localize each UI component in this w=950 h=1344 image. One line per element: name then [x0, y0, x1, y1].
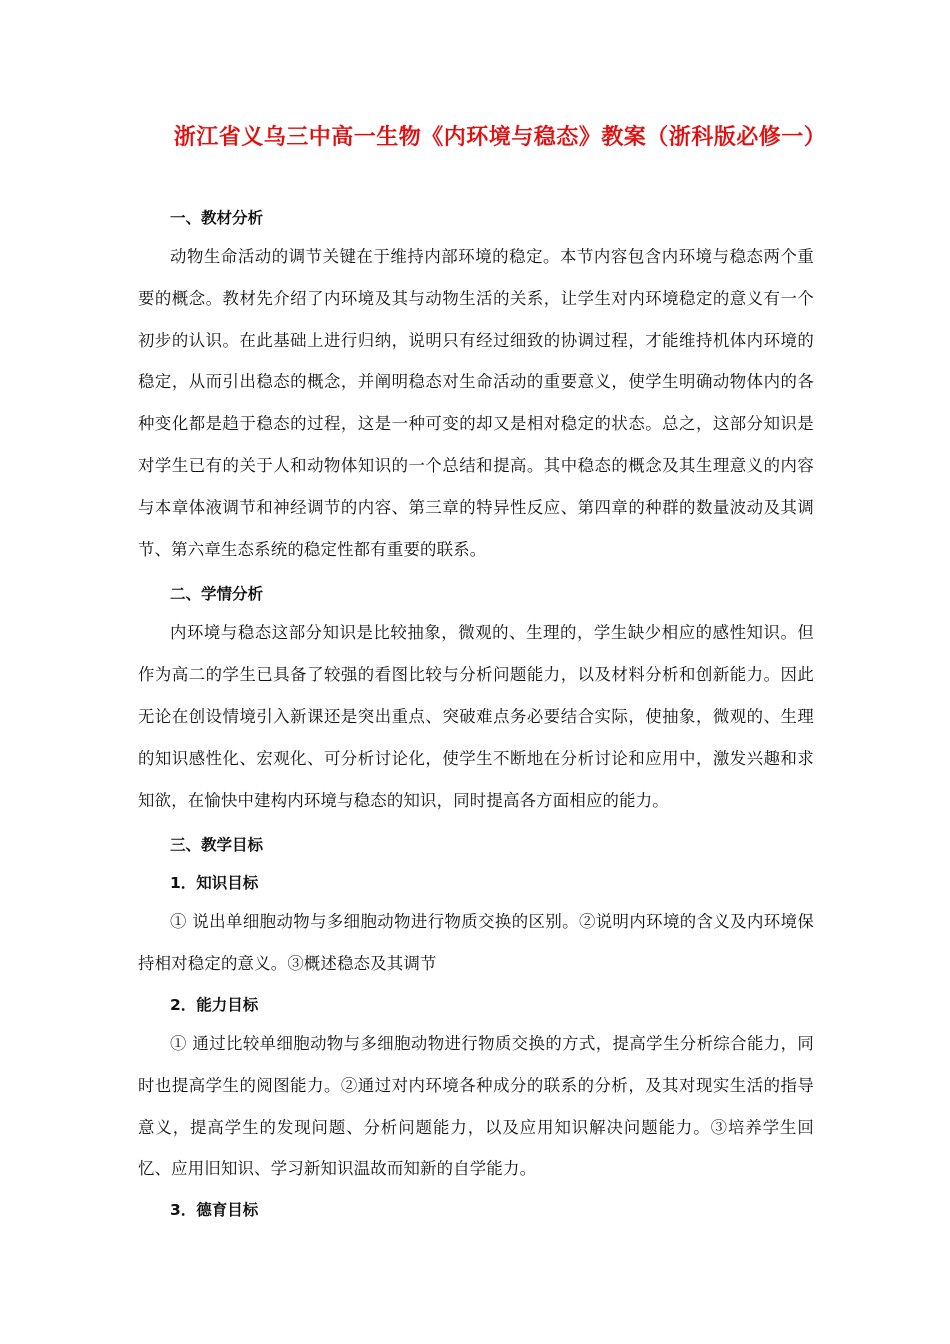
subsection-heading-ability-goals: 2．能力目标: [170, 995, 259, 1014]
document-body: [138, 198, 814, 1228]
document-title: 浙江省义乌三中高一生物《内环境与稳态》教案（浙科版必修一）: [173, 125, 827, 150]
subsection-paragraph-knowledge-goals: ① 说出单细胞动物与多细胞动物进行物质交换的区别。②说明内环境的含义及内环境保持相对稳定的意义。③概述稳态及其调节: [138, 912, 814, 974]
section-heading-teaching-goals: 三、教学目标: [170, 836, 264, 855]
section-paragraph-textbook-analysis: 动物生命活动的调节关键在于维持内部环境的稳定。本节内容包含内环境与稳态两个重要的概念。教材先介绍了内环境及其与动物生活的关系，让学生对内环境稳定的意义有一个初步的认识。在此基础上进行归纳，说明只有经过细致的协调过程，才能维持机体内环境的稳定，从而引出稳态的概念，并阐明稳态对生命活动的重要意义，使学生明确动物体内的各种变化都是趋于稳态的过程，这是一种可变的却又是相对稳定的状态。总之，这部分知识是对学生已有的关于人和动物体知识的一个总结和提高。其中稳态的概念及其生理意义的内容与本章体液调节和神经调节的内容、第三章的特异性反应、第四章的种群的数量波动及其调节、第六章生态系统的稳定性都有重要的联系。: [138, 247, 814, 559]
section-heading-textbook-analysis: 一、教材分析: [170, 209, 264, 227]
section-heading-student-analysis: 二、学情分析: [170, 585, 264, 604]
subsection-heading-moral-goals: 3．德育目标: [170, 1201, 259, 1220]
subsection-heading-knowledge-goals: 1．知识目标: [170, 874, 259, 893]
subsection-paragraph-ability-goals: ① 通过比较单细胞动物与多细胞动物进行物质交换的方式，提高学生分析综合能力，同时也提高学生的阅图能力。②通过对内环境各种成分的联系的分析，及其对现实生活的指导意义，提高学生的发现问题、分析问题能力，以及应用知识解决问题能力。③培养学生回忆、应用旧知识、学习新知识温故而知新的自学能力。: [138, 1033, 814, 1179]
section-paragraph-student-analysis: 内环境与稳态这部分知识是比较抽象，微观的、生理的，学生缺少相应的感性知识。但作为高二的学生已具备了较强的看图比较与分析问题能力，以及材料分析和创新能力。因此无论在创设情境引入新课还是突出重点、突破难点务必要结合实际，使抽象，微观的、生理的知识感性化、宏观化、可分析讨论化，使学生不断地在分析讨论和应用中，激发兴趣和求知欲，在愉快中建构内环境与稳态的知识，同时提高各方面相应的能力。: [138, 623, 814, 810]
